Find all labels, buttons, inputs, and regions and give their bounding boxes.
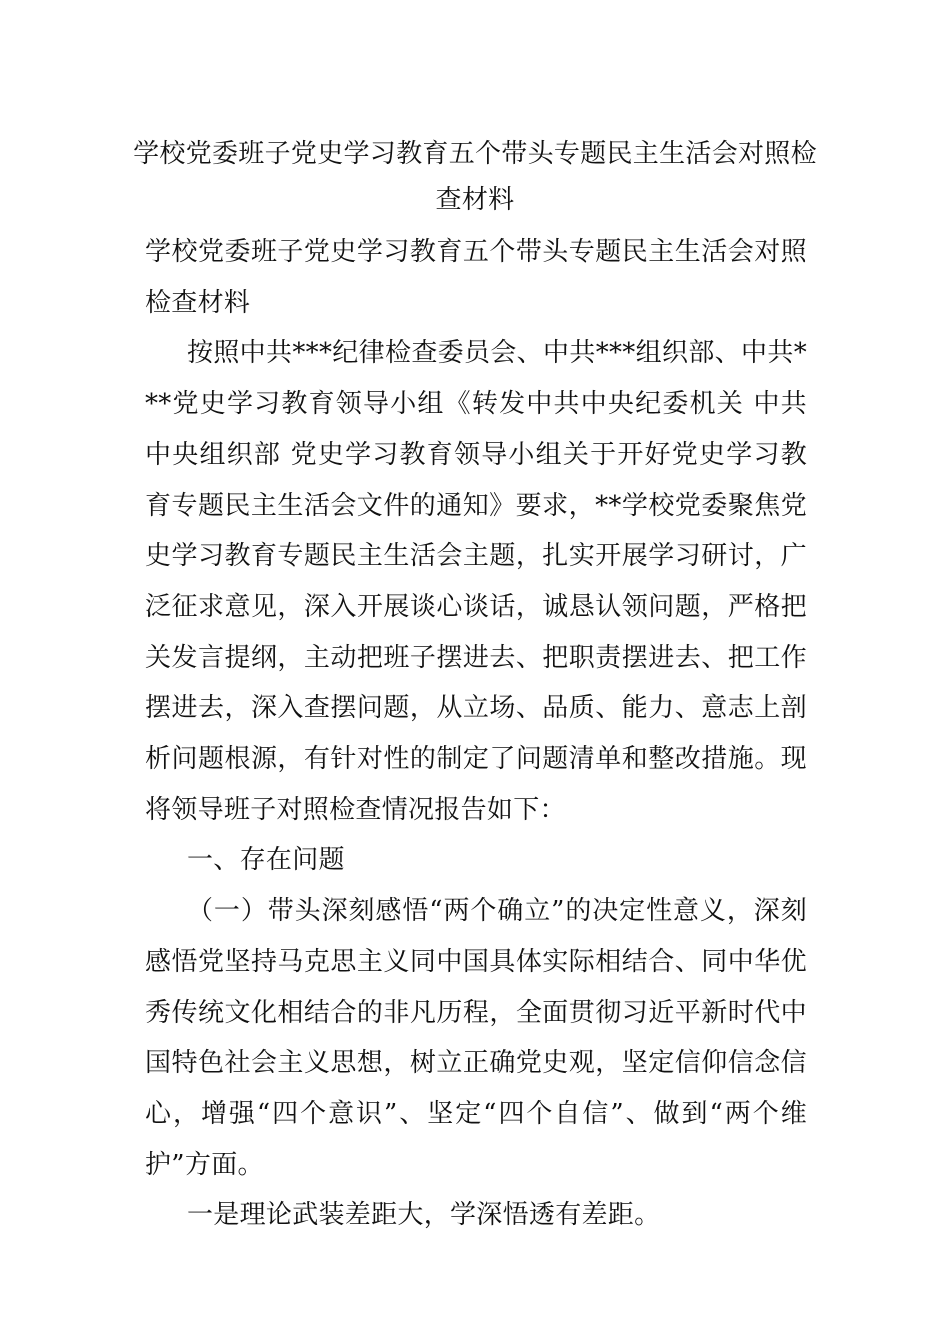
intro-paragraph: 按照中共***纪律检查委员会、中共***组织部、中共***党史学习教育领导小组《转发中共中央纪委机关 中共中央组织部 党史学习教育领导小组关于开好党史学习教育专题民主生活会文件的通知》要求，**学校党委聚焦党史学习教育专题民主生活会主题，扎实开展学习研讨，广泛征求意见，深入开展谈心谈话，诚恳认领问题，严格把关发言提纲，主动把班子摆进去、把职责摆进去、把工作摆进去，深入查摆问题，从立场、品质、能力、意志上剖析问题根源，有针对性的制定了问题清单和整改措施。现将领导班子对照检查情况报告如下： xyxy=(145,338,807,825)
document-subtitle: 学校党委班子党史学习教育五个带头专题民主生活会对照检查材料 xyxy=(145,237,807,318)
section-heading: 一、存在问题 xyxy=(187,845,345,876)
subsection-paragraph: （一）带头深刻感悟“两个确立”的决定性意义，深刻感悟党坚持马克思主义同中国具体实际相结合、同中华优秀传统文化相结合的非凡历程，全面贯彻习近平新时代中国特色社会主义思想，树立正确党史观，坚定信仰信念信心，增强“四个意识”、坚定“四个自信”、做到“两个维护”方面。 xyxy=(145,896,807,1180)
point-paragraph: 一是理论武装差距大，学深悟透有差距。 xyxy=(187,1200,661,1231)
document-body xyxy=(145,227,807,1241)
document-title: 学校党委班子党史学习教育五个带头专题民主生活会对照检查材料 xyxy=(133,139,817,215)
